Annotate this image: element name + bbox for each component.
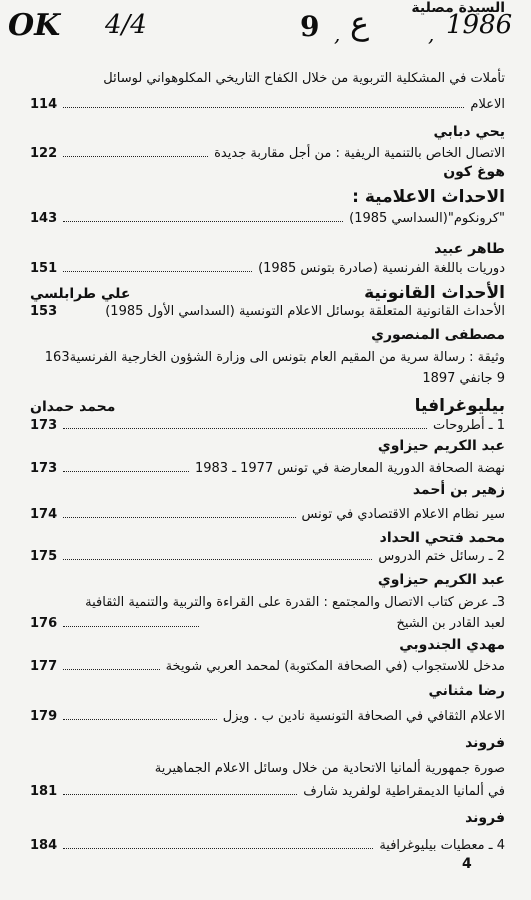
dot-leader (63, 471, 189, 472)
entry-title: 2 ـ رسائل ختم الدروس (378, 549, 505, 564)
toc-entry (30, 549, 505, 564)
entry-title: الأحداث القانونية المتعلقة بوسائل الاعلام التونسية (السداسي الأول 1985) (105, 304, 505, 319)
dot-leader (63, 719, 217, 720)
page-ref: 179 (30, 709, 58, 724)
entry-title: 4 ـ معطيات بيليوغرافية (379, 838, 505, 853)
page-ref: 114 (30, 97, 58, 112)
toc-entry (30, 261, 505, 276)
page-ref: 153 (30, 304, 58, 319)
section-heading: بيليوغرافيا (414, 396, 505, 416)
toc-entry (30, 461, 505, 476)
author-name: محمد حمدان (30, 399, 116, 415)
author-name-text: زهير بن أحمد (412, 482, 505, 498)
author-name (30, 637, 505, 653)
entry-title: الاعلام الثقافي في الصحافة التونسية نادين ب . ويزل (222, 709, 505, 724)
toc-entry (30, 838, 505, 853)
dot-leader (63, 428, 427, 429)
author-name-text: طاهر عبيد (434, 241, 505, 257)
page-ref: 173 (30, 461, 58, 476)
page-ref: 177 (30, 659, 58, 674)
entry-title: 9 جانفي 1897 (422, 371, 505, 386)
handwritten-ok: OK (8, 8, 61, 43)
toc-line (30, 350, 505, 365)
author-name (30, 164, 505, 180)
page-number: 4 (462, 856, 472, 872)
toc-entry (30, 97, 505, 112)
dot-leader (63, 271, 252, 272)
toc-entry-page (30, 616, 505, 631)
author-name (30, 683, 505, 699)
toc-entry (30, 304, 505, 319)
author-name-text: هوغ كون (443, 164, 505, 180)
toc-entry (30, 418, 505, 433)
entry-title: نهضة الصحافة الدورية المعارضة في تونس 1977 ـ 1983 (194, 461, 505, 476)
section-heading-text: الاحداث الاعلامية : (352, 187, 505, 207)
page-ref: 173 (30, 418, 58, 433)
author-name (30, 124, 505, 140)
toc-entry (30, 709, 505, 724)
author-name (30, 810, 505, 826)
dot-leader (63, 107, 464, 108)
author-name-text: فروند (465, 735, 505, 751)
toc-line (30, 71, 505, 86)
toc-line (30, 371, 505, 386)
entry-title: "كرونكوم"(السداسي 1985) (349, 211, 505, 226)
author-name-text: عبد الكريم حيزاوي (377, 572, 505, 588)
toc-entry (30, 784, 505, 799)
entry-title: وثيقة : رسالة سرية من المقيم العام بتونس الى وزارة الشؤون الخارجية الفرنسية163 (44, 350, 505, 365)
author-name-text: السيدة مصلية (411, 0, 505, 16)
toc-entry (30, 211, 505, 226)
author-name-text: يحي دبابي (433, 124, 505, 140)
author-name (30, 327, 505, 343)
dot-leader (63, 559, 372, 560)
dot-leader (63, 848, 373, 849)
author-name-text: رضا مثناني (428, 683, 505, 699)
author-name-text: فروند (465, 810, 505, 826)
author-name-text: عبد الكريم حيزاوي (377, 438, 505, 454)
entry-title: 3ـ عرض كتاب الاتصال والمجتمع : القدرة على القراءة والتربية والتنمية الثقافية (85, 595, 505, 610)
handwritten-year: 1986 (446, 10, 513, 40)
section-heading: الأحداث القانونية (364, 283, 505, 303)
toc-entry (30, 146, 505, 161)
toc-line (30, 283, 505, 303)
handwritten-nine: 9 (300, 10, 320, 43)
dot-leader (63, 669, 159, 670)
page-ref: 174 (30, 507, 58, 522)
dot-leader (63, 626, 199, 627)
dot-leader (63, 156, 208, 157)
page-ref: 122 (30, 146, 58, 161)
toc-line (30, 761, 505, 776)
handwritten-fraction: 4/4 (105, 10, 147, 40)
toc-line (30, 396, 505, 416)
entry-title: مدخل للاستجواب (في الصحافة المكتوبة) لمحمد العربي شويخة (165, 659, 505, 674)
toc-entry (30, 507, 505, 522)
toc-entry (30, 659, 505, 674)
handwritten-comma-1: , (334, 22, 341, 46)
toc-line (30, 595, 505, 610)
author-name-text: مصطفى المنصوري (371, 327, 505, 343)
page-ref: 176 (30, 616, 58, 631)
entry-title: الاعلام (470, 97, 505, 112)
author-name (30, 530, 505, 546)
author-name (30, 735, 505, 751)
page-ref: 151 (30, 261, 58, 276)
author-name (30, 241, 505, 257)
author-name: علي طرابلسي (30, 286, 131, 302)
entry-title: تأملات في المشكلية التربوية من خلال الكفاح التاريخي المكلوهواني لوسائل (103, 71, 505, 86)
page-ref: 175 (30, 549, 58, 564)
author-name (30, 572, 505, 588)
page-ref: 184 (30, 838, 58, 853)
entry-title: 1 ـ أطروحات (433, 418, 505, 433)
dot-leader (63, 794, 297, 795)
entry-title: الاتصال الخاص بالتنمية الريفية : من أجل مقاربة جديدة (214, 146, 505, 161)
author-name (30, 482, 505, 498)
author-name (30, 438, 505, 454)
dot-leader (63, 517, 295, 518)
dot-leader (63, 221, 343, 222)
section-heading (30, 187, 505, 207)
entry-title: في ألمانيا الديمقراطية لولفريد شارف (303, 784, 505, 799)
handwritten-comma-2: , (428, 22, 435, 46)
entry-title: لعبد القادر بن الشيخ (396, 616, 505, 631)
author-name-text: مهدي الجندوبي (399, 637, 505, 653)
page-ref: 181 (30, 784, 58, 799)
author-name-text: محمد فتحي الحداد (379, 530, 505, 546)
entry-title: دوريات باللغة الفرنسية (صادرة بتونس 1985) (258, 261, 505, 276)
author-name (30, 0, 505, 16)
entry-title: سير نظام الاعلام الاقتصادي في تونس (301, 507, 505, 522)
page-ref: 143 (30, 211, 58, 226)
entry-title: صورة جمهورية ألمانيا الاتحادية من خلال وسائل الاعلام الجماهيرية (154, 761, 505, 776)
handwritten-ain: ع (350, 4, 370, 42)
